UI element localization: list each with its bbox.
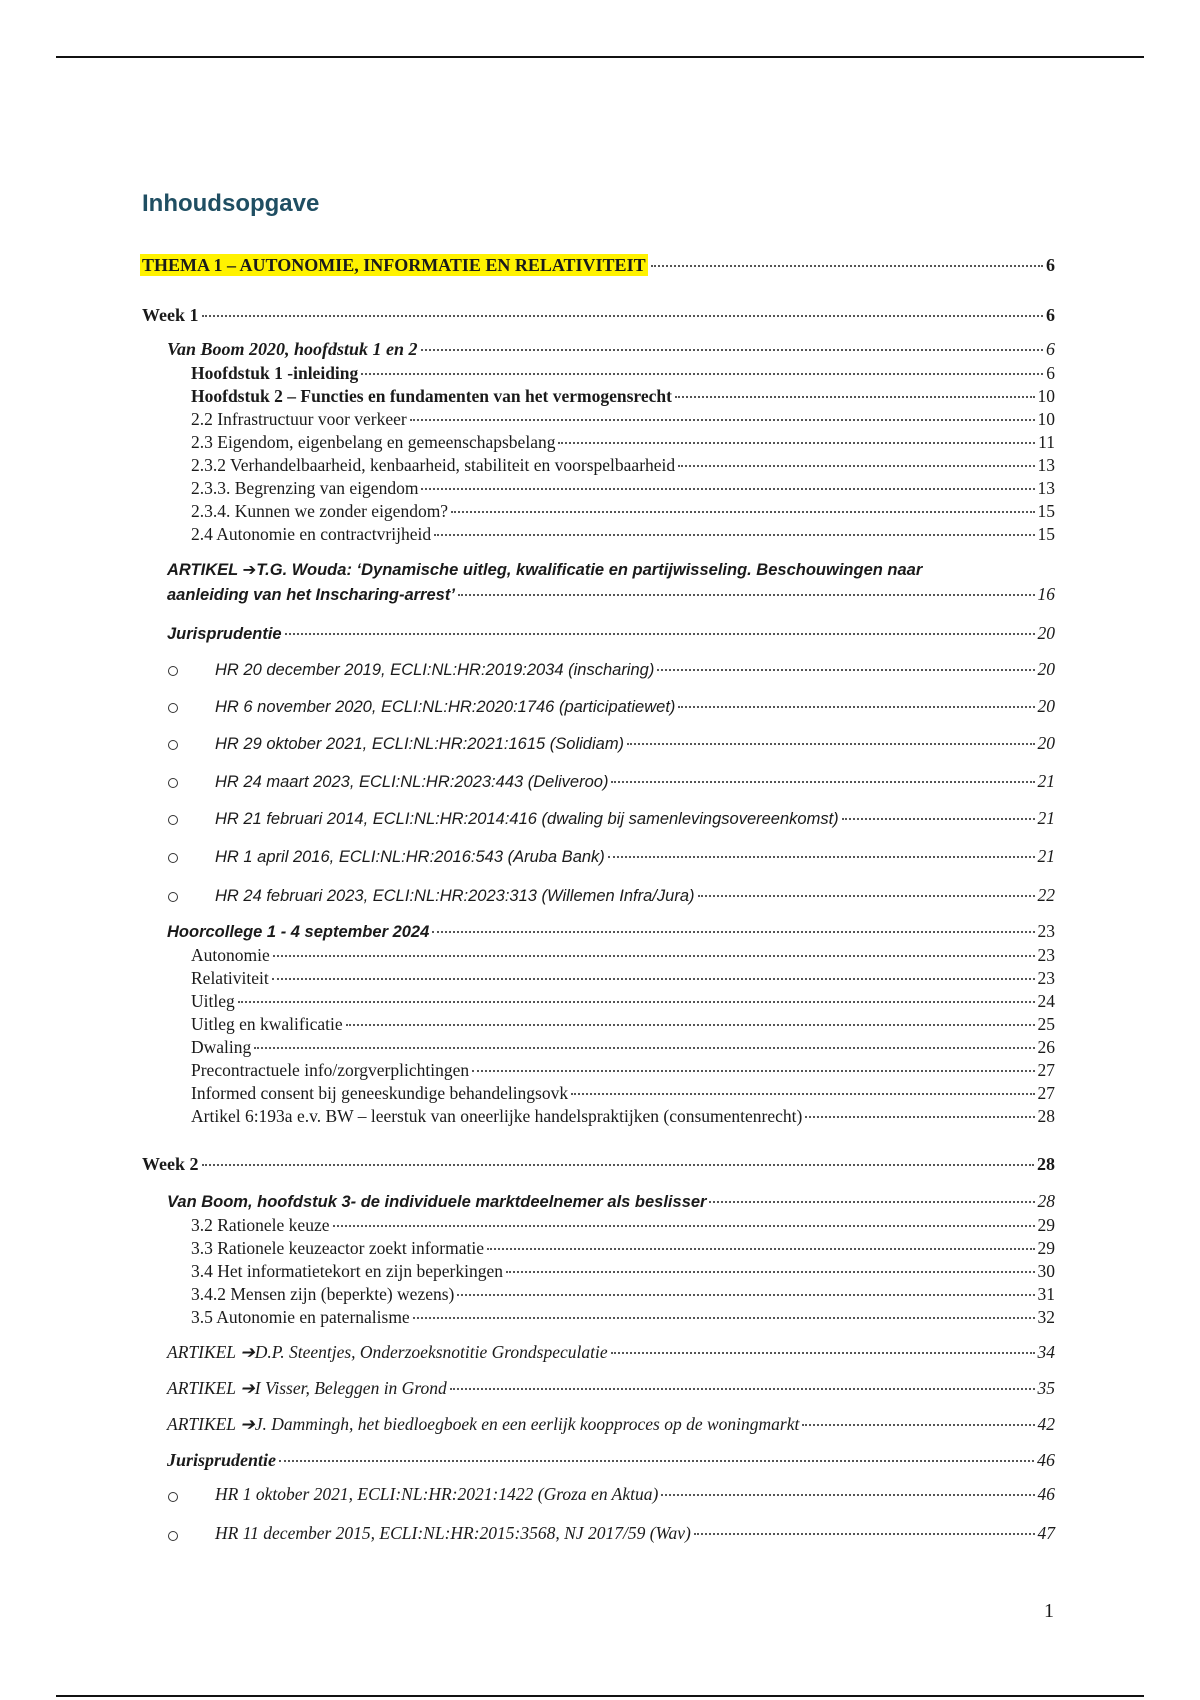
toc-entry-label: Van Boom 2020, hoofdstuk 1 en 2: [167, 339, 418, 359]
toc-entry[interactable]: [215, 732, 1055, 755]
toc-entry[interactable]: [167, 1377, 1055, 1399]
toc-entry-page: 29: [1037, 1215, 1055, 1235]
toc-entry[interactable]: [191, 1082, 1055, 1104]
toc-entry-page: 10: [1037, 409, 1055, 429]
footer-rule: [56, 1695, 1144, 1697]
toc-entry[interactable]: [167, 622, 1055, 645]
bullet-icon: [168, 740, 178, 750]
toc-entry-label: Van Boom, hoofdstuk 3- de individuele marktdeelnemer als beslisser: [167, 1193, 707, 1211]
toc-entry-label: Dwaling: [191, 1037, 252, 1057]
toc-entry-page: 28: [1037, 1191, 1055, 1211]
dot-leader: [487, 1248, 1035, 1250]
toc-entry-page: 26: [1037, 1037, 1055, 1057]
toc-entry-page: 6: [1046, 305, 1055, 325]
bullet-icon: [168, 1492, 178, 1502]
toc-entry[interactable]: [191, 431, 1055, 453]
toc-entry-page: 20: [1037, 733, 1055, 753]
toc-entry-page: 27: [1037, 1060, 1055, 1080]
toc-entry-label: HR 20 december 2019, ECLI:NL:HR:2019:2034 (inscharing): [215, 661, 655, 679]
dot-leader: [678, 706, 1034, 708]
toc-entry-label: HR 6 november 2020, ECLI:NL:HR:2020:1746 (participatiewet): [215, 698, 676, 716]
toc-entry-page: 6: [1046, 255, 1055, 275]
toc-entry[interactable]: [191, 990, 1055, 1012]
toc-entry[interactable]: [191, 1013, 1055, 1035]
dot-leader: [450, 1388, 1035, 1390]
toc-entry-label: 2.3.3. Begrenzing van eigendom: [191, 478, 419, 498]
toc-entry-label: HR 24 maart 2023, ECLI:NL:HR:2023:443 (Deliveroo): [215, 773, 609, 791]
toc-entry-page: 10: [1037, 386, 1055, 406]
dot-leader: [709, 1201, 1034, 1203]
toc-entry-label: Hoofdstuk 2 – Functies en fundamenten van het vermogensrecht: [191, 386, 672, 406]
dot-leader: [254, 1047, 1034, 1049]
dot-leader: [657, 669, 1034, 671]
toc-entry-label: 2.3.2 Verhandelbaarheid, kenbaarheid, stabiliteit en voorspelbaarheid: [191, 455, 676, 475]
toc-entry-label: 2.3 Eigendom, eigenbelang en gemeenschapsbelang: [191, 432, 556, 452]
toc-entry[interactable]: [191, 454, 1055, 476]
toc-entry-page: 23: [1037, 921, 1055, 941]
dot-leader: [202, 315, 1044, 317]
toc-entry[interactable]: [191, 944, 1055, 966]
toc-entry-page: 28: [1037, 1154, 1055, 1174]
toc-article-line-2: aanleiding van het Inscharing-arrest’: [167, 586, 455, 604]
toc-entry[interactable]: [215, 1522, 1055, 1544]
toc-entry[interactable]: [142, 254, 1055, 276]
toc-entry-page: 11: [1038, 432, 1055, 452]
toc-entry[interactable]: [191, 1306, 1055, 1328]
toc-entry-page: 28: [1037, 1106, 1055, 1126]
bullet-icon: [168, 1531, 178, 1541]
toc-entry[interactable]: [191, 1036, 1055, 1058]
toc-entry-label: HR 1 oktober 2021, ECLI:NL:HR:2021:1422 (Groza en Aktua): [215, 1484, 659, 1504]
toc-entry-page: 21: [1037, 846, 1055, 866]
toc-entry[interactable]: [191, 500, 1055, 522]
toc-entry-page: 30: [1037, 1261, 1055, 1281]
dot-leader: [333, 1225, 1035, 1227]
toc-entry-label: Autonomie: [191, 945, 270, 965]
dot-leader: [434, 534, 1034, 536]
toc-entry-page: 46: [1037, 1450, 1055, 1470]
toc-entry[interactable]: [215, 884, 1055, 907]
toc-entry-page: 20: [1037, 696, 1055, 716]
dot-leader: [627, 743, 1034, 745]
toc-entry[interactable]: [191, 477, 1055, 499]
toc-entry-page: 23: [1037, 968, 1055, 988]
toc-entry-label: ARTIKEL ➔I Visser, Beleggen in Grond: [167, 1378, 447, 1398]
toc-entry-label: ARTIKEL ➔J. Dammingh, het biedloegboek en een eerlijk koopproces op de woningmarkt: [167, 1414, 800, 1434]
dot-leader: [457, 1294, 1034, 1296]
dot-leader: [571, 1093, 1034, 1095]
dot-leader: [608, 856, 1035, 858]
toc-entry-label: Week 2: [142, 1154, 199, 1174]
toc-entry-label: ARTIKEL ➔D.P. Steentjes, Onderzoeksnotitie Grondspeculatie: [167, 1342, 608, 1362]
dot-leader: [694, 1533, 1035, 1535]
dot-leader: [421, 488, 1034, 490]
dot-leader: [346, 1024, 1035, 1026]
toc-entry-label: 2.4 Autonomie en contractvrijheid: [191, 524, 432, 544]
toc-entry[interactable]: [167, 1190, 1055, 1213]
page-title: Inhoudsopgave: [142, 190, 320, 217]
dot-leader: [458, 594, 1035, 596]
toc-entry-label: Artikel 6:193a e.v. BW – leerstuk van oneerlijke handelspraktijken (consumentenrecht): [191, 1106, 803, 1126]
dot-leader: [611, 1352, 1035, 1354]
toc-entry[interactable]: [215, 1483, 1055, 1505]
dot-leader: [361, 373, 1043, 375]
toc-entry[interactable]: [142, 304, 1055, 326]
toc-article-line-1: ARTIKEL ➔T.G. Wouda: ‘Dynamische uitleg, kwalificatie en partijwisseling. Beschouwingen naar: [167, 561, 923, 579]
toc-entry-page: 47: [1037, 1523, 1055, 1543]
dot-leader: [285, 633, 1035, 635]
dot-leader: [678, 465, 1034, 467]
toc-entry-label: 2.3.4. Kunnen we zonder eigendom?: [191, 501, 449, 521]
dot-leader: [611, 781, 1034, 783]
dot-leader: [451, 511, 1034, 513]
toc-entry[interactable]: [191, 1214, 1055, 1236]
toc-entry[interactable]: [215, 695, 1055, 718]
toc-entry[interactable]: [191, 385, 1055, 407]
toc-entry[interactable]: [191, 362, 1055, 384]
toc-entry[interactable]: [215, 807, 1055, 830]
toc-entry[interactable]: [191, 1283, 1055, 1305]
toc-entry-page: 20: [1037, 659, 1055, 679]
toc-entry[interactable]: [191, 408, 1055, 430]
bullet-icon: [168, 853, 178, 863]
toc-entry-page: 46: [1037, 1484, 1055, 1504]
toc-entry-page: 13: [1037, 478, 1055, 498]
page-number: 1: [1044, 1600, 1054, 1622]
toc-entry-page: 13: [1037, 455, 1055, 475]
toc-entry-label: Uitleg: [191, 991, 235, 1011]
dot-leader: [238, 1001, 1035, 1003]
bullet-icon: [168, 666, 178, 676]
toc-entry-page: 15: [1037, 524, 1055, 544]
dot-leader: [802, 1424, 1034, 1426]
toc-entry-page: 6: [1046, 363, 1055, 383]
toc-entry-label: Week 1: [142, 305, 199, 325]
toc-entry-label: Relativiteit: [191, 968, 269, 988]
toc-entry-page: 21: [1037, 808, 1055, 828]
bullet-icon: [168, 703, 178, 713]
toc-entry[interactable]: [167, 1449, 1055, 1471]
dot-leader: [661, 1494, 1034, 1496]
dot-leader: [410, 419, 1035, 421]
toc-entry-label: HR 21 februari 2014, ECLI:NL:HR:2014:416 (dwaling bij samenlevingsovereenkomst): [215, 810, 839, 828]
bullet-icon: [168, 892, 178, 902]
toc-entry-label: 2.2 Infrastructuur voor verkeer: [191, 409, 407, 429]
toc-entry-page: 16: [1037, 584, 1055, 604]
toc-entry[interactable]: [191, 1237, 1055, 1259]
toc-entry-label: 3.5 Autonomie en paternalisme: [191, 1307, 410, 1327]
toc-entry-page: 27: [1037, 1083, 1055, 1103]
toc-article-entry[interactable]: [167, 558, 1055, 607]
toc-entry-label: Jurisprudentie: [167, 1450, 277, 1470]
dot-leader: [842, 818, 1035, 820]
toc-entry-label: HR 1 april 2016, ECLI:NL:HR:2016:543 (Aruba Bank): [215, 848, 605, 866]
toc-entry-label: HR 29 oktober 2021, ECLI:NL:HR:2021:1615 (Solidiam): [215, 735, 625, 753]
toc-entry-label: THEMA 1 – AUTONOMIE, INFORMATIE EN RELATIVITEIT: [142, 255, 646, 275]
toc-entry[interactable]: [167, 1413, 1055, 1435]
toc-entry-page: 21: [1037, 771, 1055, 791]
toc-entry-label: 3.3 Rationele keuzeactor zoekt informatie: [191, 1238, 484, 1258]
toc-entry[interactable]: [215, 845, 1055, 868]
dot-leader: [675, 396, 1035, 398]
toc-entry[interactable]: [167, 1341, 1055, 1363]
dot-leader: [413, 1317, 1035, 1319]
dot-leader: [202, 1164, 1035, 1166]
toc-entry[interactable]: [191, 967, 1055, 989]
toc-entry-page: 6: [1046, 339, 1055, 359]
toc-entry[interactable]: [191, 1059, 1055, 1081]
toc-entry-page: 35: [1037, 1378, 1055, 1398]
toc-entry[interactable]: [191, 523, 1055, 545]
toc-entry-page: 15: [1037, 501, 1055, 521]
toc-entry-page: 23: [1037, 945, 1055, 965]
toc-entry-page: 20: [1037, 623, 1055, 643]
dot-leader: [651, 265, 1043, 267]
dot-leader: [272, 978, 1035, 980]
toc-entry-label: Precontractuele info/zorgverplichtingen: [191, 1060, 470, 1080]
toc-entry-page: 32: [1037, 1307, 1055, 1327]
toc-entry-label: Jurisprudentie: [167, 625, 282, 643]
dot-leader: [273, 955, 1035, 957]
toc-entry-label: 3.2 Rationele keuze: [191, 1215, 330, 1235]
toc-entry[interactable]: [191, 1105, 1055, 1127]
bullet-icon: [168, 815, 178, 825]
toc-entry-label: HR 24 februari 2023, ECLI:NL:HR:2023:313 (Willemen Infra/Jura): [215, 887, 695, 905]
bullet-icon: [168, 778, 178, 788]
toc-entry-label: Hoorcollege 1 - 4 september 2024: [167, 923, 430, 941]
toc-entry-label: Uitleg en kwalificatie: [191, 1014, 343, 1034]
dot-leader: [279, 1460, 1034, 1462]
dot-leader: [432, 931, 1034, 933]
dot-leader: [506, 1271, 1035, 1273]
dot-leader: [805, 1116, 1034, 1118]
toc-entry-label: 3.4.2 Mensen zijn (beperkte) wezens): [191, 1284, 455, 1304]
toc-entry[interactable]: [167, 338, 1055, 360]
toc-entry-page: 34: [1037, 1342, 1055, 1362]
toc-entry-page: 22: [1037, 885, 1055, 905]
dot-leader: [698, 895, 1035, 897]
toc-entry-page: 29: [1037, 1238, 1055, 1258]
toc-entry-label: 3.4 Het informatietekort en zijn beperkingen: [191, 1261, 503, 1281]
toc-entry-page: 42: [1037, 1414, 1055, 1434]
toc-entry[interactable]: [167, 920, 1055, 943]
dot-leader: [558, 442, 1035, 444]
toc-entry[interactable]: [191, 1260, 1055, 1282]
toc-entry[interactable]: [215, 658, 1055, 681]
toc-entry-label: HR 11 december 2015, ECLI:NL:HR:2015:3568, NJ 2017/59 (Wav): [215, 1523, 691, 1543]
dot-leader: [421, 349, 1043, 351]
toc-entry-page: 31: [1037, 1284, 1055, 1304]
dot-leader: [472, 1070, 1034, 1072]
toc-entry-label: Hoofdstuk 1 -inleiding: [191, 363, 359, 383]
toc-entry[interactable]: [142, 1153, 1055, 1175]
toc-entry-page: 24: [1037, 991, 1055, 1011]
toc-entry-label: Informed consent bij geneeskundige behandelingsovk: [191, 1083, 569, 1103]
toc-entry[interactable]: [215, 770, 1055, 793]
toc-entry-page: 25: [1037, 1014, 1055, 1034]
